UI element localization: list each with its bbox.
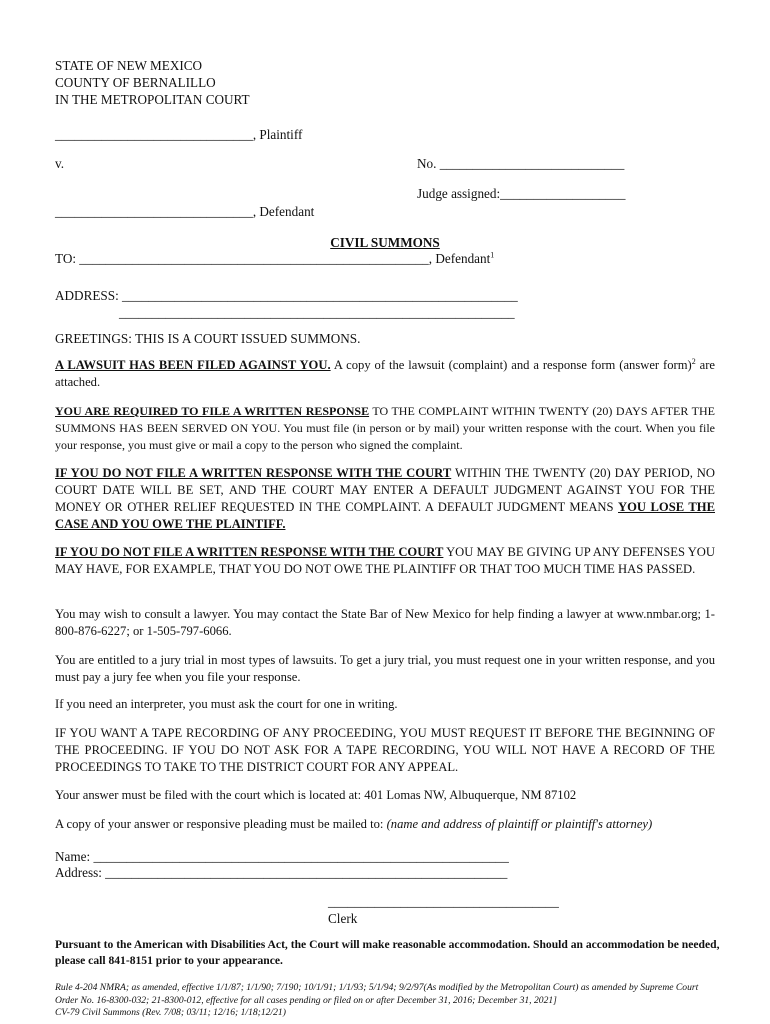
defenses-text: YOU MAY BE GIVING UP ANY DEFENSES YOU MAY HAVE, FOR EXAMPLE, THAT YOU DO NOT OWE THE PLAINTIFF OR THAT TOO MUCH TIME HAS PASSED. [55,545,715,576]
clerk-label: Clerk [328,911,358,926]
mail-copy-text: A copy of your answer or responsive pleading must be mailed to: [55,817,387,831]
clerk-signature-line: ___________________________________ [328,894,559,909]
paragraph-court-location: Your answer must be filed with the court which is located at: 401 Lomas NW, Albuquerque, NM 87102 [55,788,577,802]
to-line [55,250,494,267]
document-title: CIVIL SUMMONS [330,235,440,250]
mail-address-line: Address: _____________________________________________________________ [55,865,508,880]
caption-state: STATE OF NEW MEXICO [55,58,203,73]
case-number: No. ____________________________ [417,156,625,171]
default-judgment-tail: YOU LOSE THE CASE AND YOU OWE THE PLAINTIFF. [55,500,715,531]
paragraph-tape-recording: IF YOU WANT A TAPE RECORDING OF ANY PROCEEDING, YOU MUST REQUEST IT BEFORE THE BEGINNING OF THE PROCEEDING. IF YOU DO NOT ASK FOR A TAPE RECORDING, YOU WILL NOT HAVE A RECORD OF THE PROCEEDINGS TO TAKE TO THE DISTRICT COURT FOR ANY APPEAL. [55,726,715,774]
written-response-heading: YOU ARE REQUIRED TO FILE A WRITTEN RESPONSE [55,404,370,418]
caption [55,57,250,108]
paragraph-written-response [55,403,715,454]
judge-assigned: Judge assigned:___________________ [417,186,626,201]
to-text: TO: _____________________________________________________, Defendant [55,251,491,266]
paragraph-default-judgment [55,465,715,533]
paragraph-lawyer: You may wish to consult a lawyer. You may contact the State Bar of New Mexico for help finding a lawyer at www.nmbar.org; 1-800-876-6227; or 1-505-797-6066. [55,607,715,638]
footnote-1-ref: 1 [490,250,495,260]
address-line-1: ADDRESS: ____________________________________________________________ [55,288,518,303]
caption-court: IN THE METROPOLITAN COURT [55,92,250,107]
lawsuit-filed-text: A copy of the lawsuit (complaint) and a response form (answer form) [330,358,692,372]
footnote-2-ref: 2 [691,356,696,366]
default-judgment-heading: IF YOU DO NOT FILE A WRITTEN RESPONSE WITH THE COURT [55,466,452,480]
lawsuit-filed-heading: A LAWSUIT HAS BEEN FILED AGAINST YOU. [55,358,331,372]
paragraph-defenses [55,544,715,578]
defendant-line: ______________________________, Defendant [55,204,315,219]
mail-name-line: Name: _______________________________________________________________ [55,849,509,864]
footer-line-3: CV-79 Civil Summons (Rev. 7/08; 03/11; 12/16; 1/18;12/21) [55,1007,286,1018]
greetings: GREETINGS: THIS IS A COURT ISSUED SUMMONS. [55,331,361,346]
written-response-text: TO THE COMPLAINT WITHIN TWENTY (20) DAYS AFTER THE SUMMONS HAS BEEN SERVED ON YOU. You must file (in person or by mail) your written response with the court. When you file your response, you must give or mail a copy to the person who signed the complaint. [55,404,715,452]
caption-county: COUNTY OF BERNALILLO [55,75,216,90]
rule-footer [55,982,720,1020]
versus: v. [55,156,65,171]
paragraph-lawsuit-filed [55,357,715,391]
address-line-2: ____________________________________________________________ [119,305,515,320]
defenses-heading: IF YOU DO NOT FILE A WRITTEN RESPONSE WITH THE COURT [55,545,444,559]
paragraph-jury-trial: You are entitled to a jury trial in most types of lawsuits. To get a jury trial, you must request one in your written response, and you must pay a jury fee when you file your response. [55,653,715,684]
lawsuit-filed-text-end: are attached. [55,358,715,389]
paragraph-interpreter: If you need an interpreter, you must ask the court for one in writing. [55,697,398,711]
paragraph-mail-copy [55,816,715,833]
footer-line-2: Order No. 16-8300-032; 21-8300-012, effective for all cases pending or filed on or after December 31, 2016; December 31, 2021] [55,994,557,1006]
footer-line-1: Rule 4-204 NMRA; as amended, effective 1/1/87; 1/1/90; 7/190; 10/1/91; 1/1/93; 5/1/94; 9/2/97(As modified by the Metropolitan Court) as amended by Supreme Court [55,982,699,993]
mail-copy-instruction: (name and address of plaintiff or plaintiff's attorney) [386,817,653,831]
ada-notice: Pursuant to the American with Disabilities Act, the Court will make reasonable accommodation. Should an accommodation be needed, please call 841-8151 prior to your appearance. [55,938,720,967]
default-judgment-text: WITHIN THE TWENTY (20) DAY PERIOD, NO COURT DATE WILL BE SET, AND THE COURT MAY ENTER A DEFAULT JUDGMENT AGAINST YOU FOR THE MONEY OR OTHER RELIEF REQUESTED IN THE COMPLAINT. A DEFAULT JUDGMENT MEANS [55,466,715,514]
plaintiff-line: ______________________________, Plaintiff [55,127,303,142]
